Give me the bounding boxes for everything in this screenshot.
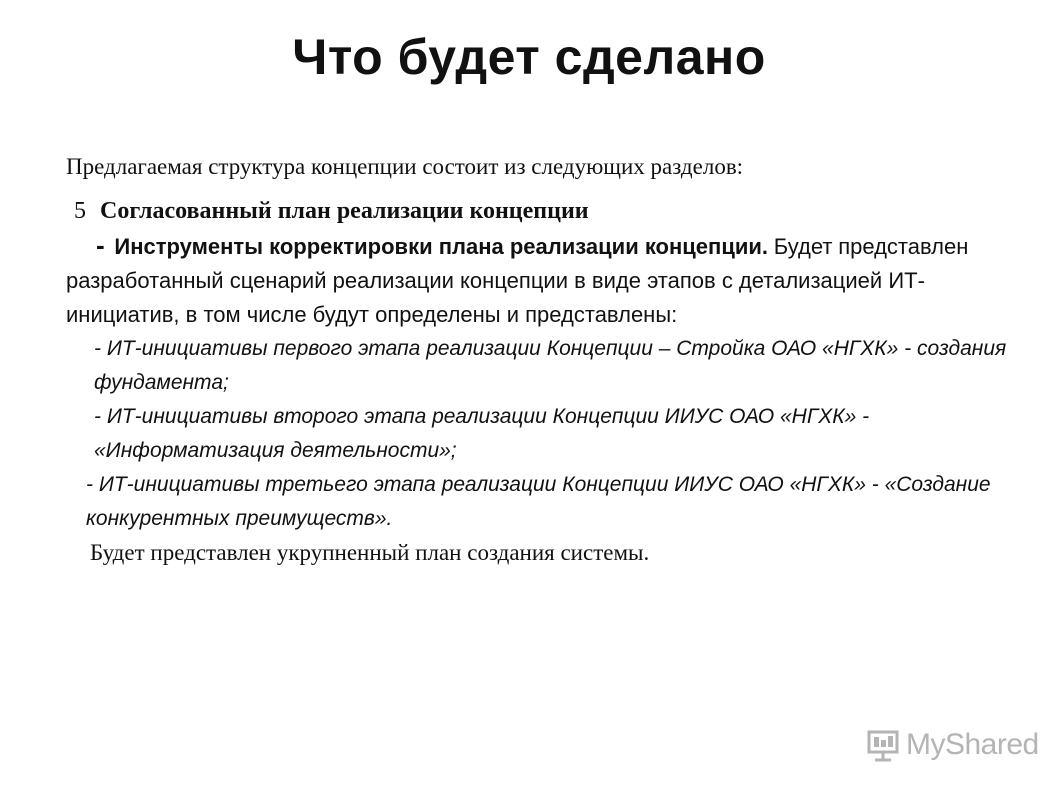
tools-rest-inline: Будет xyxy=(773,234,833,259)
tools-lead: Инструменты корректировки плана реализации концепции. xyxy=(114,234,769,259)
watermark-text: MyShared xyxy=(906,728,1039,761)
initiative-item: - ИТ-инициативы третьего этапа реализации Концепции ИИУС ОАО «НГХК» - «Создание конкурентных преимуществ». xyxy=(86,473,991,530)
closing-text: Будет представлен укрупненный план создания системы. xyxy=(90,540,650,565)
section-number: 5 xyxy=(74,198,86,224)
section-title: Согласованный план реализации концепции xyxy=(100,198,589,224)
intro-text: Предлагаемая структура концепции состоит из следующих разделов: xyxy=(66,154,744,179)
tools-dash: - xyxy=(96,230,105,260)
section-heading xyxy=(66,194,1036,228)
tools-paragraph xyxy=(66,228,1036,332)
watermark xyxy=(866,728,1039,762)
tools-body: представлен разработанный сценарий реализации концепции в виде этапов с детализацией ИТ-инициатив, в том числе будут определены и представлены: xyxy=(66,234,969,327)
initiative-item: - ИТ-инициативы первого этапа реализации Концепции – Стройка ОАО «НГХК» - создания фундамента; xyxy=(94,337,1007,394)
presentation-board-icon xyxy=(866,728,900,762)
slide-content xyxy=(66,150,1036,570)
page-title: Что будет сделано xyxy=(292,29,766,85)
initiative-item: - ИТ-инициативы второго этапа реализации Концепции ИИУС ОАО «НГХК» - «Информатизация деятельности»; xyxy=(94,405,870,462)
